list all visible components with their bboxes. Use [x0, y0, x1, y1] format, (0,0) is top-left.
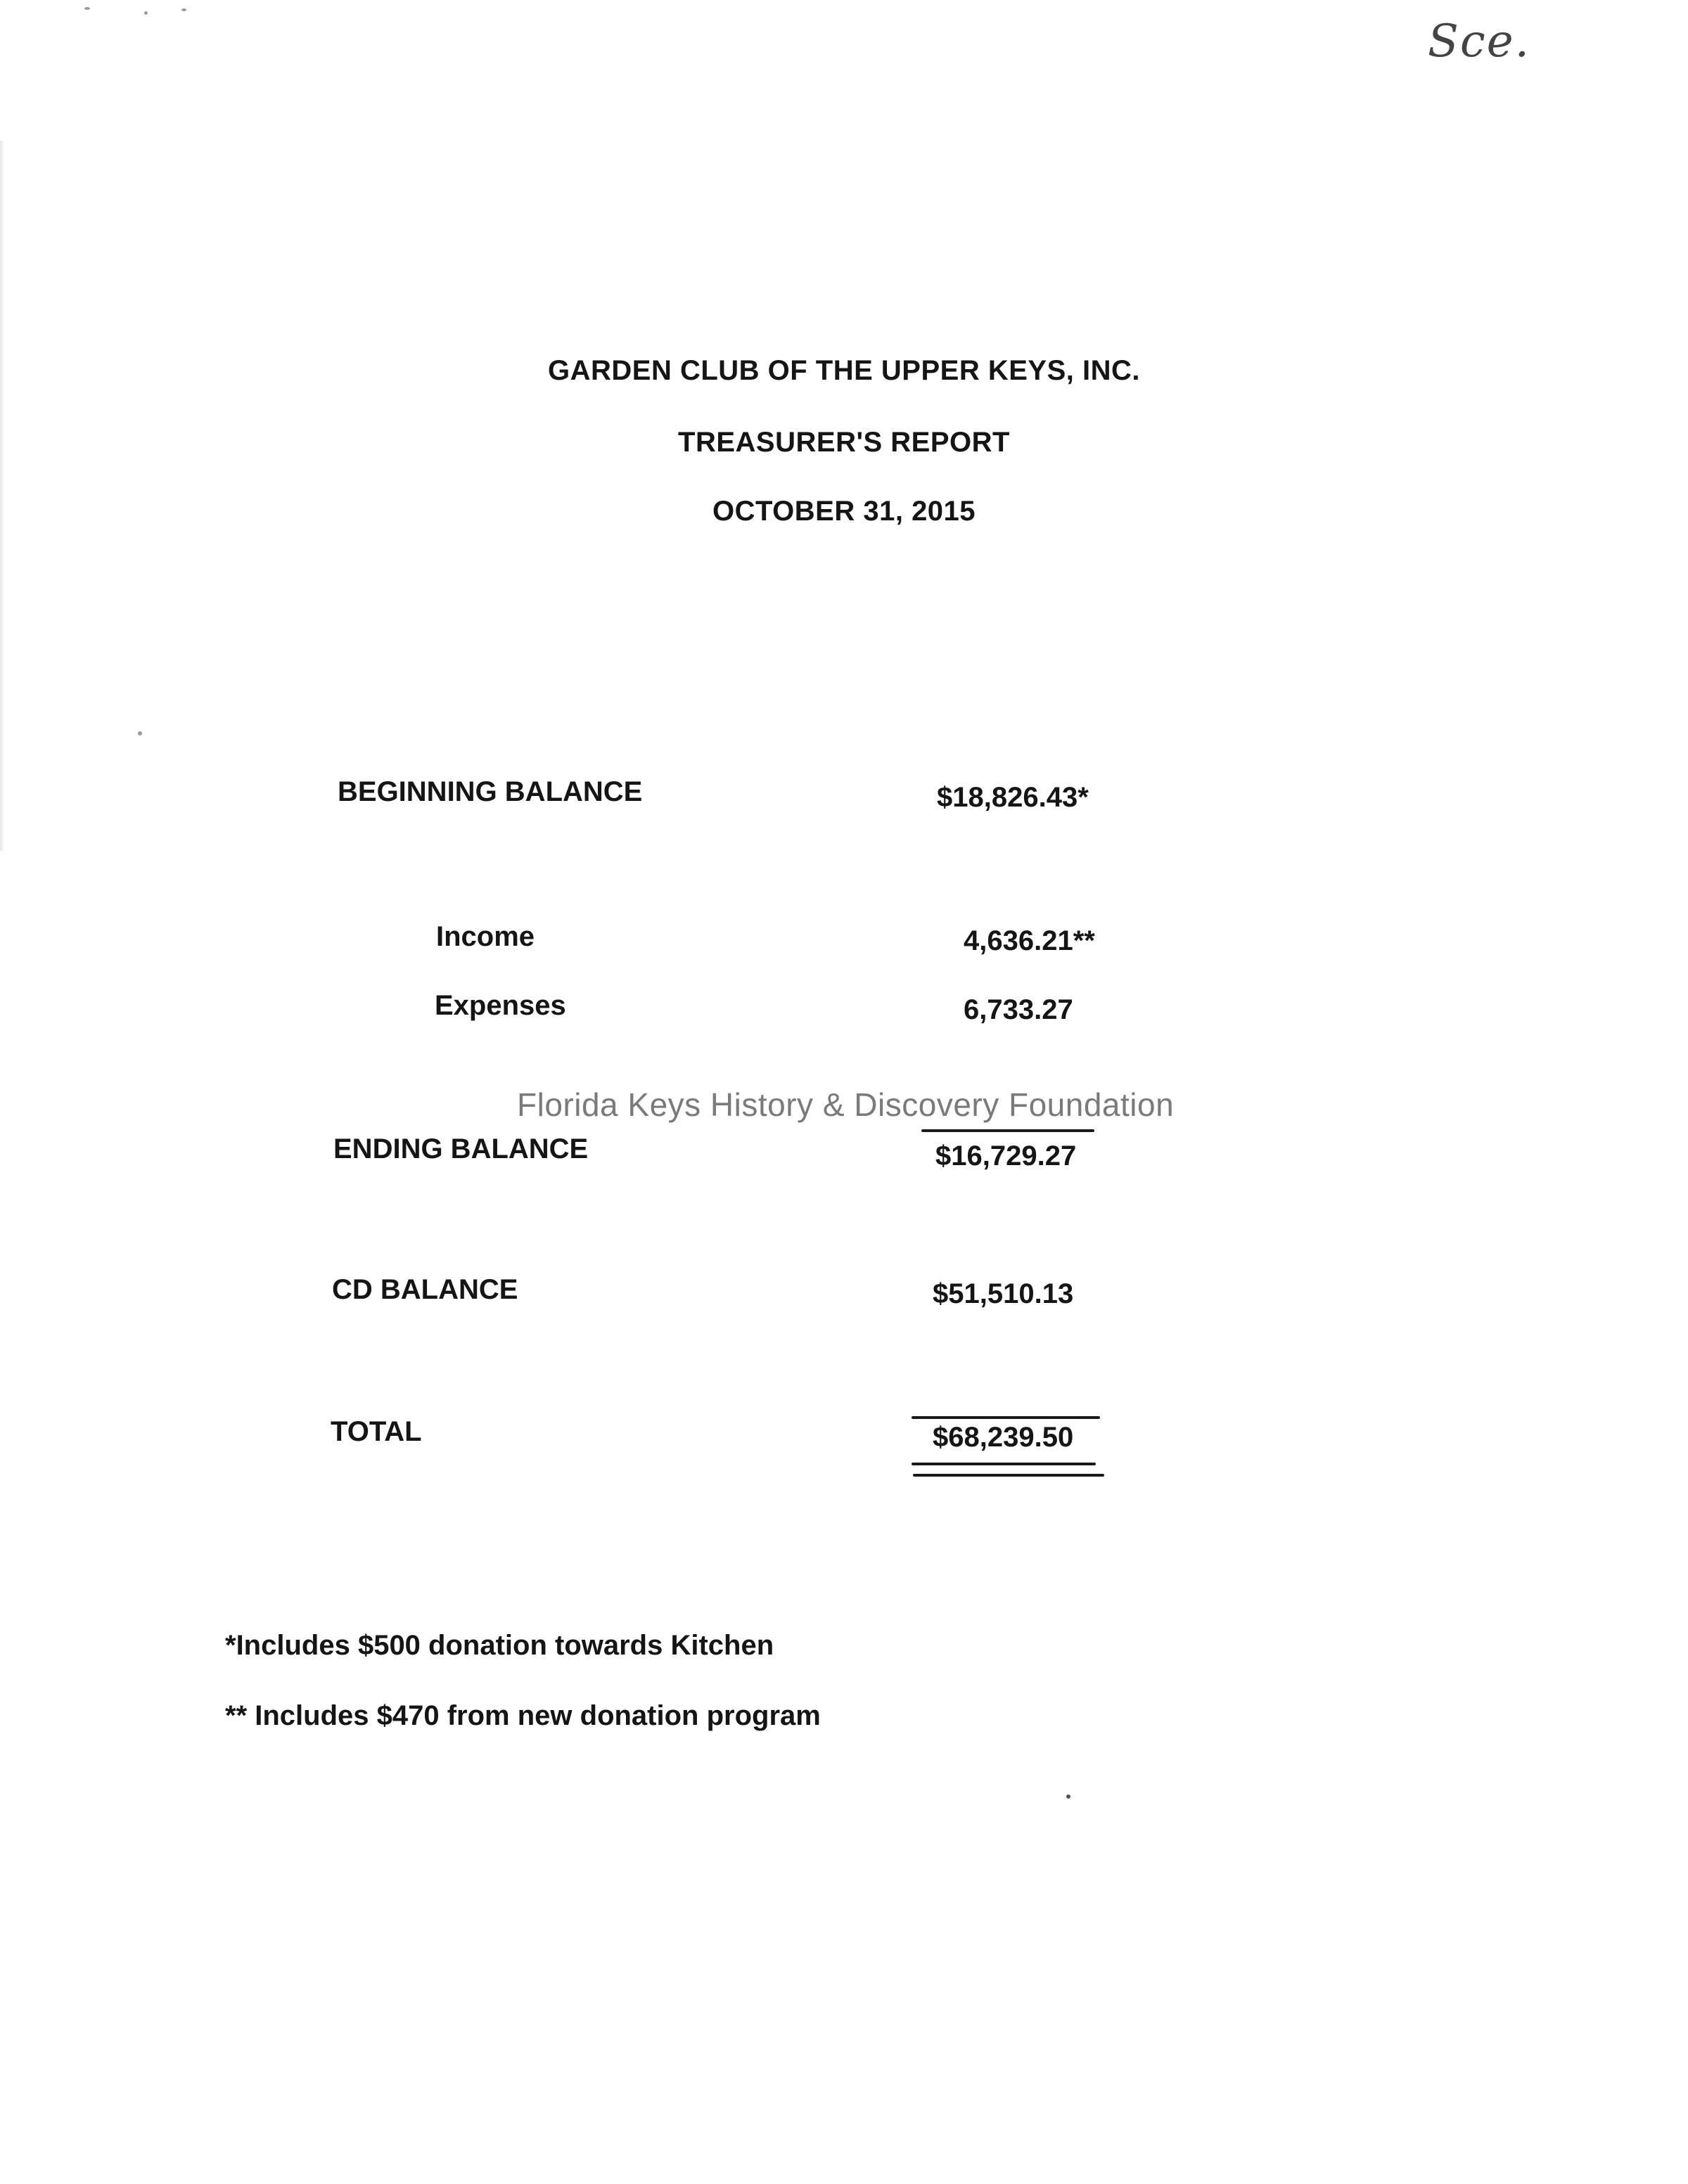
total-label: TOTAL: [331, 1416, 422, 1447]
scan-speck: [144, 11, 148, 15]
watermark: Florida Keys History & Discovery Foundation: [517, 1086, 1175, 1123]
beginning-balance-value: $18,826.43*: [937, 782, 1089, 813]
cd-balance-value: $51,510.13: [933, 1278, 1074, 1309]
expenses-value: 6,733.27: [964, 994, 1073, 1025]
report-title: TREASURER'S REPORT: [678, 427, 1010, 458]
total-top-rule: [912, 1416, 1100, 1419]
beginning-balance-label: BEGINNING BALANCE: [338, 776, 643, 807]
footnote-donation-program: ** Includes $470 from new donation program: [225, 1700, 821, 1731]
scan-speck: [84, 7, 90, 10]
ending-balance-value: $16,729.27: [935, 1141, 1077, 1171]
total-double-rule-upper: [912, 1463, 1096, 1465]
handwritten-initials: Sce.: [1428, 15, 1530, 68]
scan-speck: [181, 8, 186, 11]
income-label: Income: [436, 921, 535, 952]
report-date: OCTOBER 31, 2015: [712, 496, 976, 527]
organization-name: GARDEN CLUB OF THE UPPER KEYS, INC.: [547, 355, 1140, 386]
ending-balance-label: ENDING BALANCE: [333, 1133, 589, 1164]
total-double-rule-lower: [913, 1474, 1104, 1477]
total-value: $68,239.50: [933, 1422, 1074, 1453]
scan-speck: [138, 731, 142, 736]
scan-speck: [1066, 1794, 1070, 1799]
footnote-kitchen-donation: *Includes $500 donation towards Kitchen: [225, 1630, 774, 1661]
cd-balance-label: CD BALANCE: [332, 1274, 518, 1305]
expenses-label: Expenses: [435, 990, 566, 1021]
income-value: 4,636.21**: [964, 925, 1095, 956]
subtotal-rule: [921, 1129, 1094, 1132]
